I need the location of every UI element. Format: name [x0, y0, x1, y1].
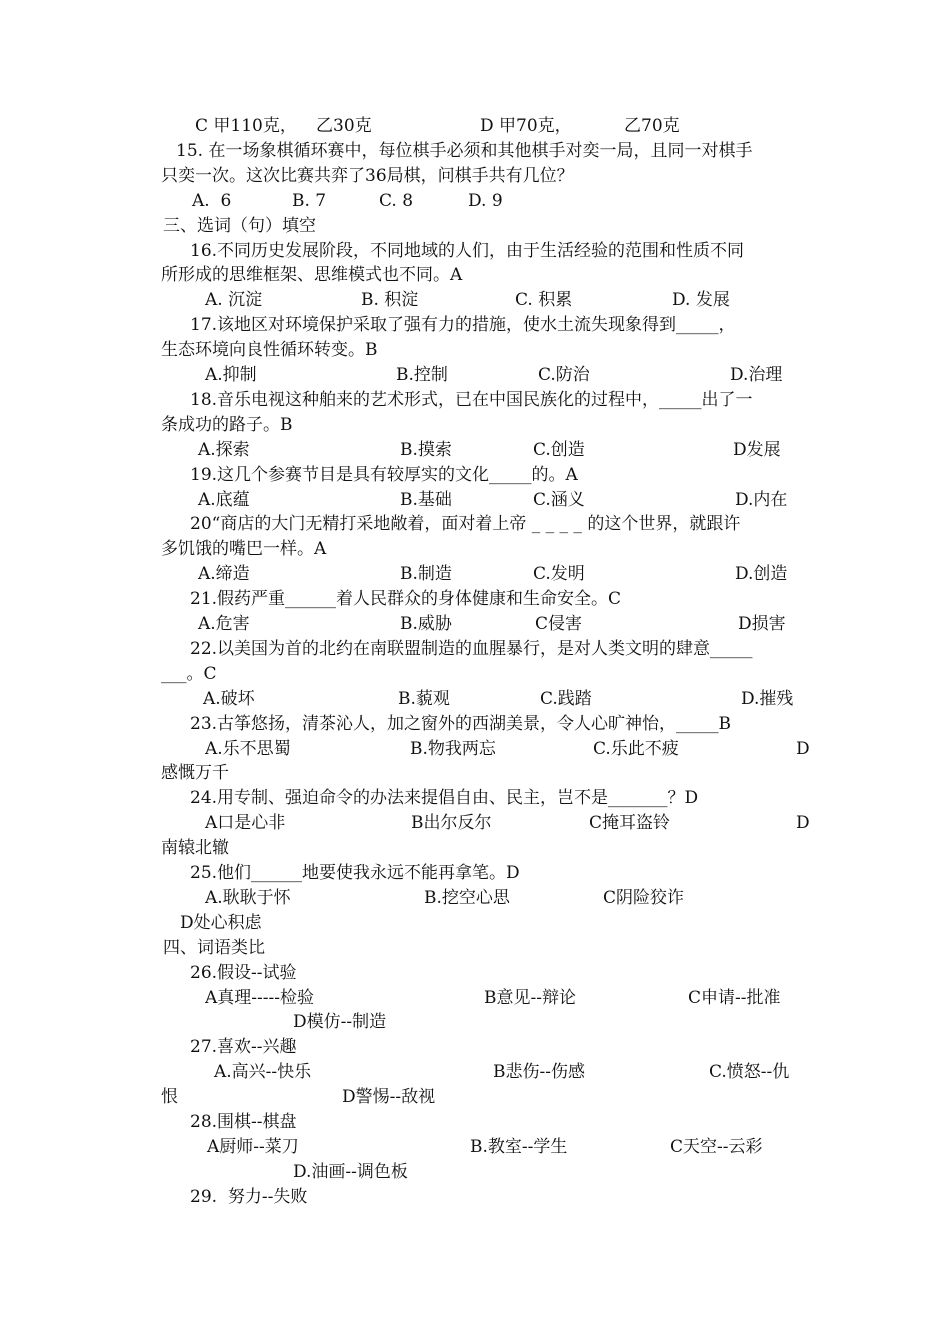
text-line: A.底蕴 — [198, 490, 250, 510]
text-line: D损害 — [738, 614, 786, 634]
text-line: 乙30克 — [316, 116, 372, 136]
text-line: 26.假设--试验 — [190, 963, 297, 983]
text-line: C.乐此不疲 — [593, 739, 679, 759]
text-line: C.践踏 — [540, 689, 592, 709]
text-line: B.基础 — [400, 490, 452, 510]
text-line: C侵害 — [535, 614, 583, 634]
text-line: A厨师--菜刀 — [207, 1137, 299, 1157]
text-line: D.治理 — [730, 365, 783, 385]
text-line: C掩耳盗铃 — [589, 813, 671, 833]
text-line: B.教室--学生 — [470, 1137, 568, 1157]
text-line: 南辕北辙 — [161, 838, 229, 858]
text-line: B.挖空心思 — [424, 888, 510, 908]
text-line: 22.以美国为首的北约在南联盟制造的血腥暴行，是对人类文明的肆意_____ — [190, 639, 753, 659]
text-line: D.油画--调色板 — [293, 1162, 408, 1182]
text-line: D — [796, 739, 810, 759]
text-line: 23.古筝悠扬，清茶沁人，加之窗外的西湖美景，令人心旷神怡，_____B — [190, 714, 732, 734]
text-line: A.抑制 — [205, 365, 257, 385]
text-line: A.乐不思蜀 — [205, 739, 291, 759]
text-line: 恨 — [161, 1087, 178, 1107]
text-line: 感慨万千 — [161, 763, 229, 783]
text-line: B.物我两忘 — [410, 739, 496, 759]
text-line: B.摸索 — [400, 440, 452, 460]
text-line: C.发明 — [533, 564, 585, 584]
text-line: D.内在 — [735, 490, 788, 510]
text-line: 27.喜欢--兴趣 — [190, 1037, 297, 1057]
text-line: B. 7 — [292, 191, 327, 211]
text-line: A.破坏 — [203, 689, 255, 709]
text-line: C阴险狡诈 — [603, 888, 685, 908]
text-line: D警惕--敌视 — [342, 1087, 436, 1107]
text-line: B.藐观 — [398, 689, 450, 709]
text-line: B悲伤--伤感 — [493, 1062, 585, 1082]
text-line: B.威胁 — [400, 614, 452, 634]
text-line: A.缔造 — [198, 564, 250, 584]
text-line: C申请--批准 — [688, 988, 781, 1008]
text-line: C. 8 — [379, 191, 414, 211]
text-line: A口是心非 — [205, 813, 286, 833]
text-line: A. 6 — [192, 191, 232, 211]
text-line: A.高兴--快乐 — [214, 1062, 312, 1082]
text-line: A真理-----检验 — [205, 988, 314, 1008]
text-line: 生态环境向良性循环转变。B — [161, 340, 378, 360]
text-line: C.创造 — [533, 440, 585, 460]
text-line: C.涵义 — [533, 490, 585, 510]
text-line: 多饥饿的嘴巴一样。A — [161, 539, 327, 559]
text-line: A. 沉淀 — [205, 290, 263, 310]
text-line: 乙70克 — [624, 116, 680, 136]
text-line: 条成功的路子。B — [161, 415, 293, 435]
text-line: C. 积累 — [515, 290, 573, 310]
text-line: 16.不同历史发展阶段，不同地域的人们，由于生活经验的范围和性质不同 — [190, 241, 745, 261]
text-line: 17.该地区对环境保护采取了强有力的措施，使水土流失现象得到_____， — [190, 315, 736, 335]
text-line: 29. 努力--失败 — [190, 1187, 308, 1207]
text-line: 18.音乐电视这种舶来的艺术形式，已在中国民族化的过程中，_____出了一 — [190, 390, 753, 410]
text-line: D.创造 — [735, 564, 788, 584]
text-line: B意见--辩论 — [484, 988, 576, 1008]
text-line: D模仿--制造 — [293, 1012, 387, 1032]
text-line: B出尔反尔 — [411, 813, 492, 833]
text-line: 21.假药严重______着人民群众的身体健康和生命安全。C — [190, 589, 622, 609]
text-line: 28.围棋--棋盘 — [190, 1112, 297, 1132]
text-line: 三、选词（句）填空 — [163, 216, 316, 236]
text-line: D 甲70克， — [480, 116, 572, 136]
text-line: 24.用专制、强迫命令的办法来提倡自由、民主，岂不是_______？D — [190, 788, 699, 808]
text-line: 15. 在一场象棋循环赛中，每位棋手必须和其他棋手对奕一局，且同一对棋手 — [176, 141, 753, 161]
text-line: B.制造 — [400, 564, 452, 584]
text-line: D. 发展 — [672, 290, 730, 310]
text-line: D. 9 — [468, 191, 503, 211]
text-line: A.危害 — [198, 614, 250, 634]
text-line: 所形成的思维框架、思维模式也不同。A — [161, 265, 463, 285]
text-line: D处心积虑 — [180, 913, 262, 933]
text-line: C.防治 — [538, 365, 590, 385]
text-line: C.愤怒--仇 — [709, 1062, 790, 1082]
text-line: C 甲110克， — [195, 116, 297, 136]
text-line: 20“商店的大门无精打采地敞着，面对着上帝 _ _ _ _ 的这个世界，就跟许 — [190, 514, 741, 534]
text-line: 25.他们______地要使我永远不能再拿笔。D — [190, 863, 520, 883]
text-line: 四、词语类比 — [163, 938, 265, 958]
text-line: D — [796, 813, 810, 833]
text-line: ___。C — [161, 664, 217, 684]
text-line: B.控制 — [396, 365, 448, 385]
text-line: 只奕一次。这次比赛共弈了36局棋，问棋手共有几位？ — [161, 166, 574, 186]
text-line: A.探索 — [198, 440, 250, 460]
text-line: D.摧残 — [741, 689, 794, 709]
text-line: A.耿耿于怀 — [205, 888, 291, 908]
text-line: 19.这几个参赛节目是具有较厚实的文化_____的。A — [190, 465, 578, 485]
text-line: B. 积淀 — [361, 290, 419, 310]
text-line: C天空--云彩 — [670, 1137, 763, 1157]
text-line: D发展 — [733, 440, 781, 460]
